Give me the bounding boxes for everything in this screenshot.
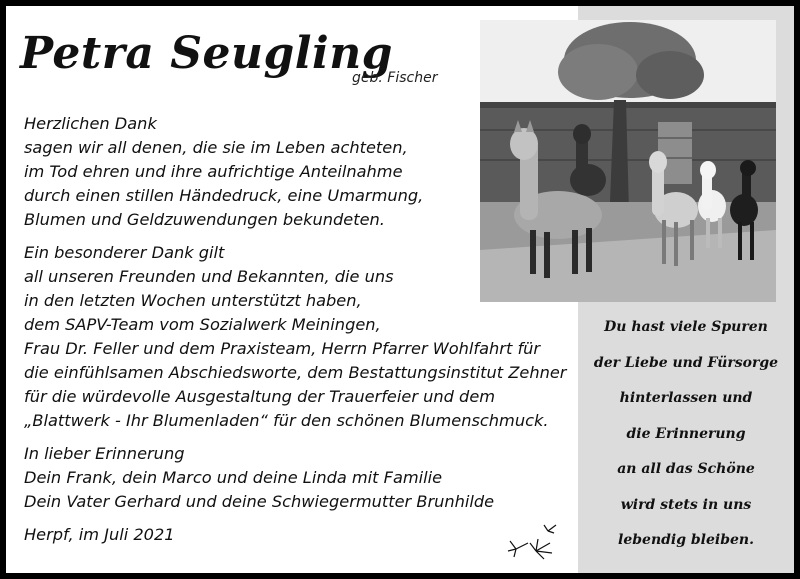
text-line: „Blattwerk - Ihr Blumenladen“ für den schönen Blumenschmuck. bbox=[24, 411, 549, 430]
text-line: für die würdevolle Ausgestaltung der Trauerfeier und dem bbox=[24, 387, 496, 406]
text-line: im Tod ehren und ihre aufrichtige Anteilnahme bbox=[24, 162, 403, 181]
text-line: dem SAPV-Team vom Sozialwerk Meiningen, bbox=[24, 315, 381, 334]
deceased-name: Petra Seugling bbox=[20, 28, 393, 79]
text-line: In lieber Erinnerung bbox=[24, 444, 185, 463]
alpacas-photo bbox=[480, 20, 776, 302]
quote-line: lebendig bleiben. bbox=[618, 532, 754, 548]
quote-line: die Erinnerung bbox=[626, 425, 746, 442]
text-line: Frau Dr. Feller und dem Praxisteam, Herrn Pfarrer Wohlfahrt für bbox=[24, 339, 541, 358]
quote-line: der Liebe und Fürsorge bbox=[593, 354, 779, 371]
place-date bbox=[24, 523, 569, 547]
text-line: Herzlichen Dank bbox=[24, 114, 157, 133]
quote-line: hinterlassen und bbox=[619, 390, 753, 406]
family-signature bbox=[24, 442, 569, 514]
text-line: Blumen und Geldzuwendungen bekundeten. bbox=[24, 210, 385, 229]
alpacas-photo-image bbox=[480, 20, 776, 302]
text-line: in den letzten Wochen unterstützt haben, bbox=[24, 291, 362, 310]
text-line: Herpf, im Juli 2021 bbox=[24, 525, 175, 544]
quote-line: an all das Schöne bbox=[617, 461, 755, 477]
obituary-card bbox=[6, 6, 794, 573]
text-line: Ein besonderer Dank gilt bbox=[24, 243, 225, 262]
dandelion-seed-icon bbox=[506, 521, 566, 565]
text-line: all unseren Freunden und Bekannten, die uns bbox=[24, 267, 394, 286]
text-line: die einfühlsamen Abschiedsworte, dem Bestattungsinstitut Zehner bbox=[24, 363, 567, 382]
quote-line: Du hast viele Spuren bbox=[604, 319, 768, 335]
quote-line: wird stets in uns bbox=[620, 496, 752, 513]
text-line: Dein Vater Gerhard und deine Schwiegermutter Brunhilde bbox=[24, 492, 495, 511]
maiden-name: geb. Fischer bbox=[352, 70, 438, 86]
memorial-quote bbox=[584, 310, 788, 559]
text-line: durch einen stillen Händedruck, eine Umarmung, bbox=[24, 186, 424, 205]
text-line: sagen wir all denen, die sie im Leben achteten, bbox=[24, 138, 408, 157]
text-line: Dein Frank, dein Marco und deine Linda mit Familie bbox=[24, 468, 443, 487]
